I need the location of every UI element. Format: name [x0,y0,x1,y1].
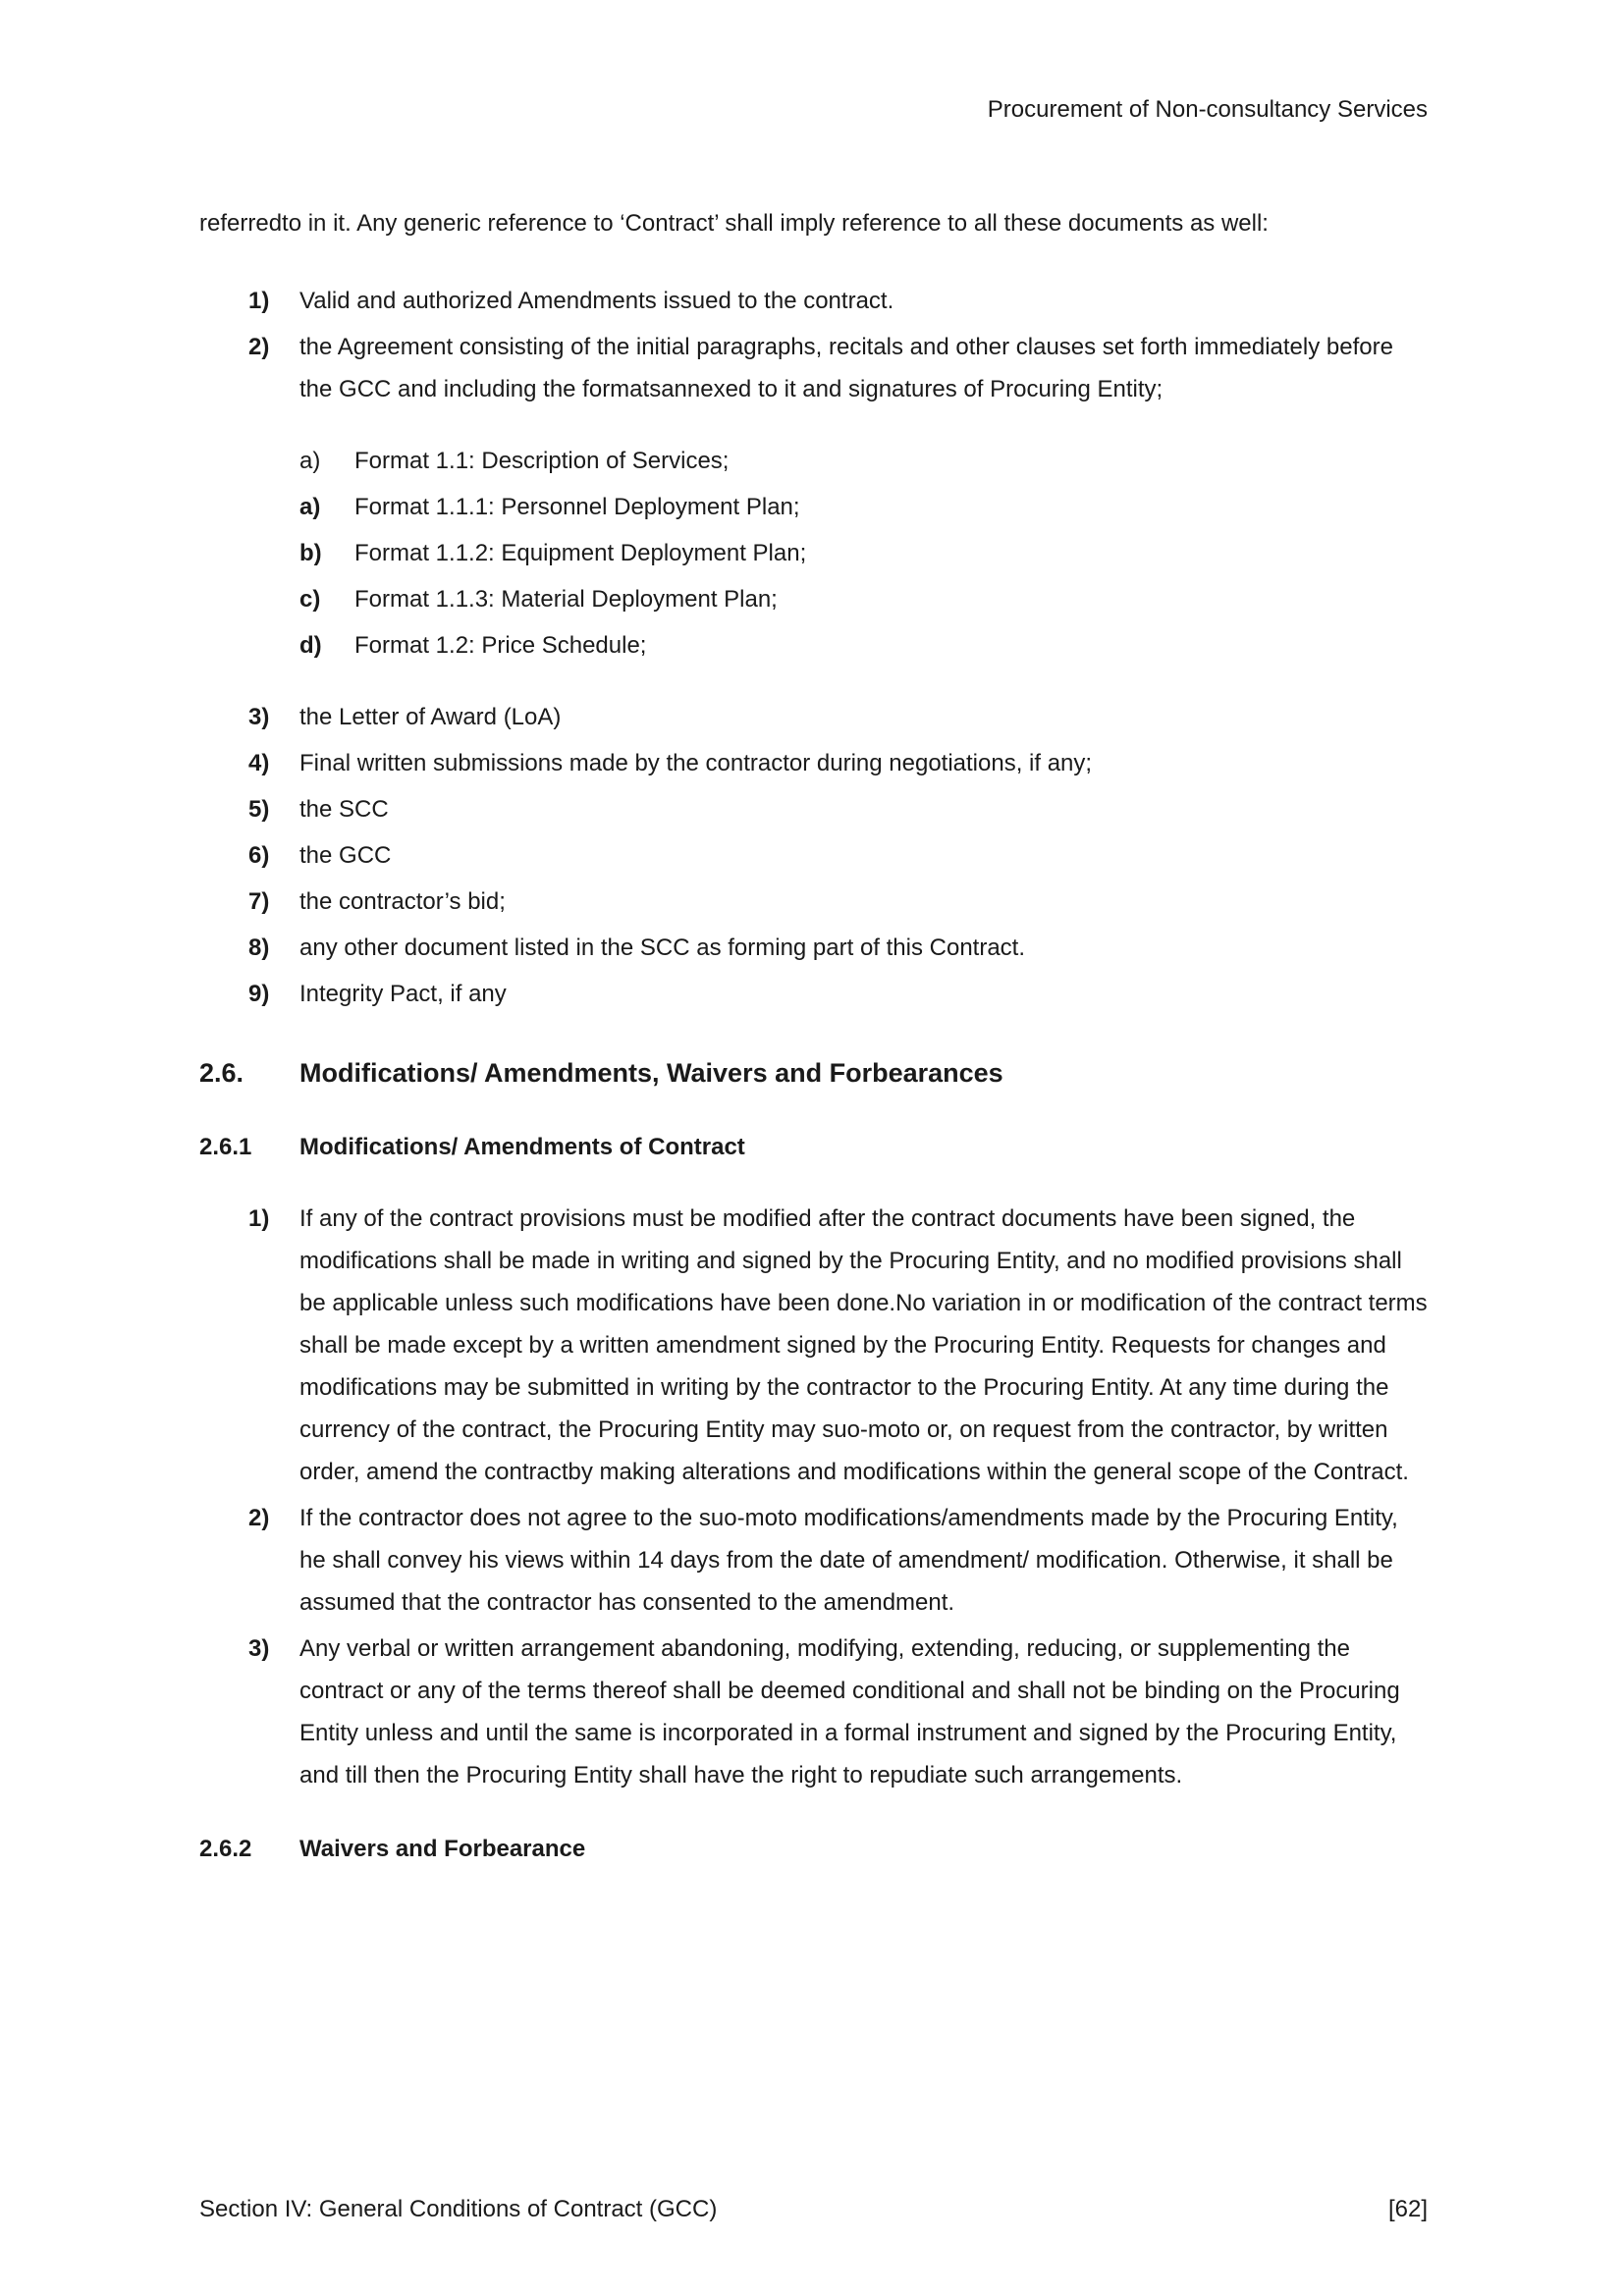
list-item [299,440,1428,482]
section-heading-2-6 [199,1052,1428,1095]
list-marker: c) [299,586,321,613]
list-item-text: the contractor’s bid; [299,888,506,915]
list-item-text: If any of the contract provisions must be modified after the contract documents have been signed, the modifications shall be made in writing and signed by the Procuring Entity, and no modified provisions shall be applicable unless such modifications have been done.No variation in or modification of the contract terms shall be made except by a written amendment signed by the Procuring Entity. Requests for changes and modifications may be submitted in writing by the contractor to the Procuring Entity. At any time during the currency of the contract, the Procuring Entity may suo-moto or, on request from the contractor, by written order, amend the contractby making alterations and modifications within the general scope of the Contract. [299,1205,1428,1485]
list-marker: 5) [248,796,270,823]
list-item-text: the SCC [299,796,389,823]
modifications-list [199,1198,1428,1796]
subsection-title: Waivers and Forbearance [299,1836,586,1862]
list-item-text: Final written submissions made by the contractor during negotiations, if any; [299,750,1093,776]
list-item-text: any other document listed in the SCC as forming part of this Contract. [299,934,1026,961]
list-marker: 1) [248,1205,270,1232]
subsection-number: 2.6.2 [199,1836,252,1862]
list-item [248,834,1428,877]
list-item [248,326,1428,410]
list-item-text: Format 1.1.1: Personnel Deployment Plan; [354,494,800,520]
list-marker: 3) [248,1635,270,1662]
document-body [199,202,1428,1870]
list-item [248,973,1428,1015]
list-item-text: Format 1.1.2: Equipment Deployment Plan; [354,540,807,566]
intro-paragraph: referredto in it. Any generic reference to ‘Contract’ shall imply reference to all these documents as well: [199,210,1269,237]
list-item [299,578,1428,620]
list-item-text: Valid and authorized Amendments issued to the contract. [299,288,894,314]
footer-section-label: Section IV: General Conditions of Contract (GCC) [199,2196,718,2222]
contract-documents-list [199,280,1428,1015]
list-item [248,1497,1428,1624]
subsection-heading-2-6-1 [199,1126,1428,1168]
list-marker: a) [299,494,321,520]
list-marker: 2) [248,1505,270,1531]
footer-page-number: [62] [1387,2196,1428,2222]
subsection-number: 2.6.1 [199,1134,252,1160]
list-item [248,696,1428,738]
list-item-text: the GCC [299,842,392,869]
formats-sublist [299,440,1428,667]
list-item [248,927,1428,969]
list-marker: 7) [248,888,270,915]
page-header [199,94,1428,126]
list-item-text: Format 1.1.3: Material Deployment Plan; [354,586,778,613]
list-item [248,1198,1428,1493]
subsection-heading-2-6-2 [199,1828,1428,1870]
list-item-text: Any verbal or written arrangement abandoning, modifying, extending, reducing, or supplementing the contract or any of the terms thereof shall be deemed conditional and shall not be binding on the Procuring Entity unless and until the same is incorporated in a formal instrument and signed by the Procuring Entity, and till then the Procuring Entity shall have the right to repudiate such arrangements. [299,1635,1400,1789]
list-item-text: the Agreement consisting of the initial paragraphs, recitals and other clauses set forth immediately before the GCC and including the formatsannexed to it and signatures of Procuring Entity; [299,334,1393,402]
list-marker: 3) [248,704,270,730]
list-item-text: If the contractor does not agree to the suo-moto modifications/amendments made by the Procuring Entity, he shall convey his views within 14 days from the date of amendment/ modification. Otherwise, it shall be assumed that the contractor has consented to the amendment. [299,1505,1398,1616]
list-marker: 9) [248,981,270,1007]
list-marker: d) [299,632,322,659]
list-item [248,881,1428,923]
list-marker: 2) [248,334,270,360]
list-item [299,624,1428,667]
list-item [299,486,1428,528]
section-title: Modifications/ Amendments, Waivers and Forbearances [299,1058,1003,1088]
header-title: Procurement of Non-consultancy Services [987,96,1428,123]
list-marker: b) [299,540,322,566]
page-footer [199,2194,1428,2225]
list-item [248,742,1428,784]
list-item [248,788,1428,830]
list-item-text: Format 1.2: Price Schedule; [354,632,647,659]
subsection-title: Modifications/ Amendments of Contract [299,1134,745,1160]
list-item-text: the Letter of Award (LoA) [299,704,562,730]
section-number: 2.6. [199,1058,244,1088]
list-marker: a) [299,448,321,474]
list-item [299,532,1428,574]
list-item [248,280,1428,322]
list-item-text: Format 1.1: Description of Services; [354,448,730,474]
list-item-text: Integrity Pact, if any [299,981,507,1007]
list-marker: 1) [248,288,270,314]
list-marker: 6) [248,842,270,869]
list-marker: 8) [248,934,270,961]
list-item [248,1628,1428,1796]
list-marker: 4) [248,750,270,776]
